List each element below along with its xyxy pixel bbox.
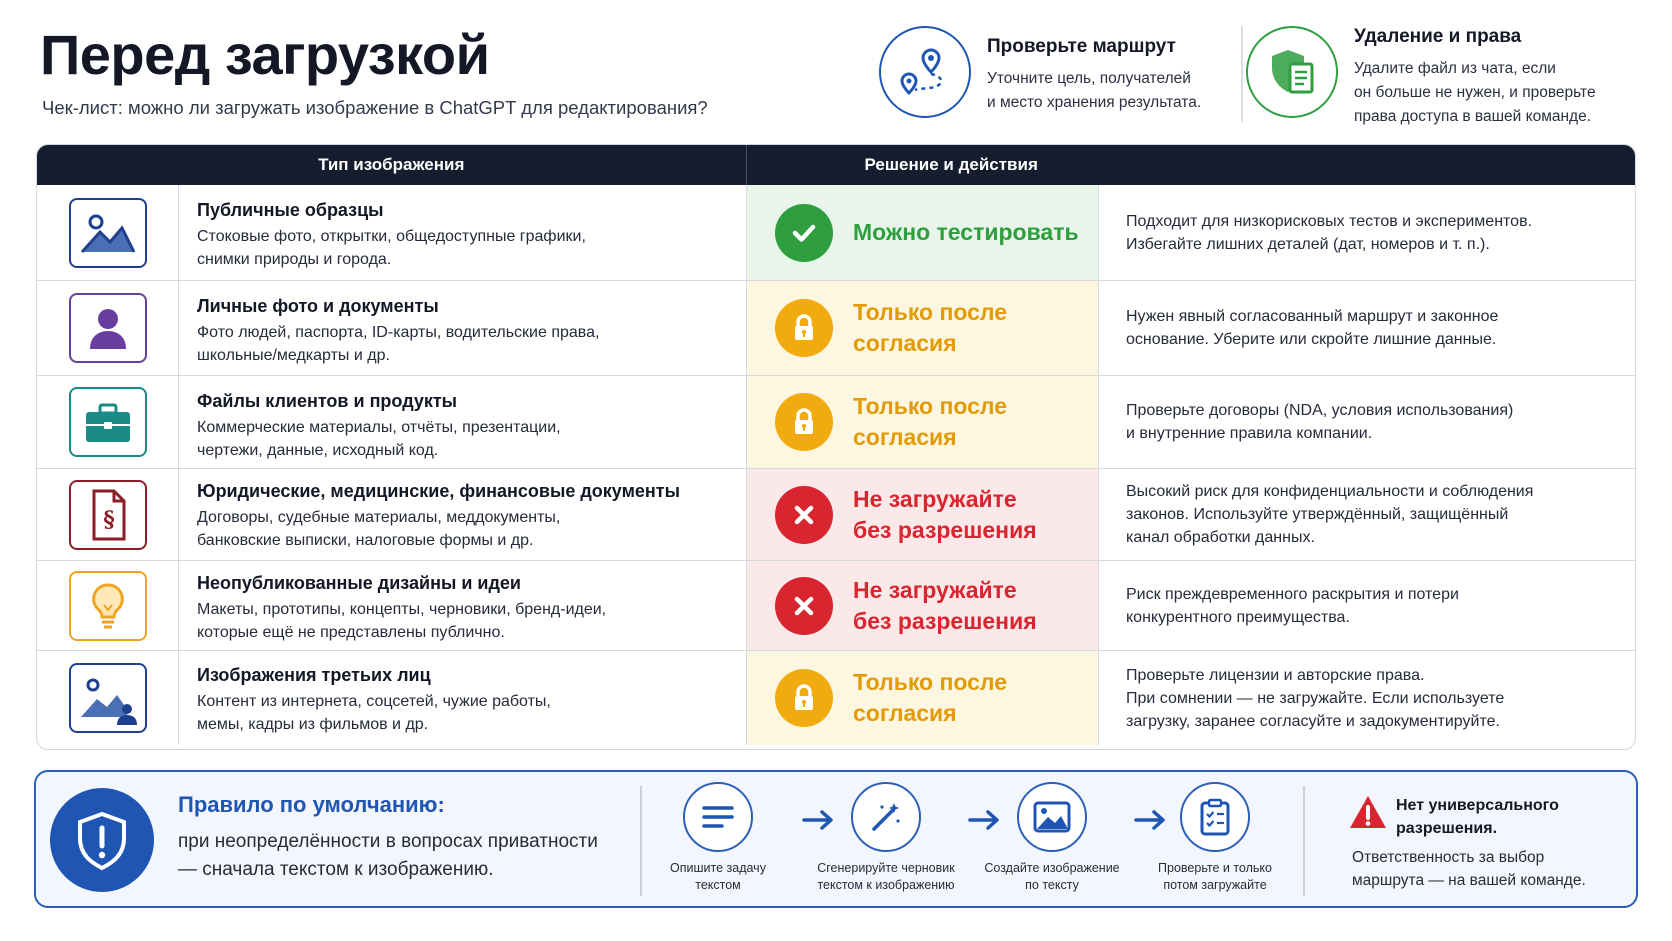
table-row <box>37 650 1635 745</box>
action-text: Проверьте лицензии и авторские права. При сомнении — не загружайте. Если используете загрузку, заранее согласуйте и задокументируйте. <box>1126 666 1505 730</box>
warning-text: Ответственность за выбор маршрута — на вашей команде. <box>1352 849 1586 889</box>
row-title: Изображения третьих лиц <box>197 665 431 685</box>
decision-label: Только после согласия <box>853 669 1008 726</box>
row-title: Личные фото и документы <box>197 296 439 316</box>
warning-triangle-icon <box>1348 794 1388 830</box>
info-text: Удалите файл из чата, если он больше не нужен, и проверьте права доступа в вашей команде. <box>1354 60 1596 125</box>
step-generate-draft <box>806 782 966 894</box>
lock-icon <box>775 299 833 357</box>
step-label: Сгенерируйте черновик текстом к изображению <box>817 861 955 892</box>
lightbulb-icon <box>69 571 147 641</box>
decision-label: Только после согласия <box>853 393 1008 450</box>
table-row <box>37 185 1635 280</box>
decision-cell <box>747 281 1099 375</box>
image-person-icon <box>69 663 147 733</box>
clipboard-check-icon <box>1180 782 1250 852</box>
decision-cell <box>747 469 1099 560</box>
action-text: Подходит для низкорисковых тестов и экспериментов. Избегайте лишних деталей (дат, номеров и т. п.). <box>1126 212 1533 253</box>
decision-label: Не загружайте без разрешения <box>853 485 1037 543</box>
column-header-type: Тип изображения <box>37 145 747 185</box>
decision-cell <box>747 376 1099 468</box>
table-header <box>37 145 1635 185</box>
shield-warning-icon <box>50 788 154 892</box>
divider <box>1241 26 1243 122</box>
lock-icon <box>775 393 833 451</box>
step-describe <box>638 782 798 894</box>
table-row <box>37 560 1635 650</box>
text-lines-icon <box>683 782 753 852</box>
row-description: Стоковые фото, открытки, общедоступные графики, снимки природы и города. <box>197 228 586 268</box>
page-title: Перед загрузкой <box>40 23 490 86</box>
action-text: Высокий риск для конфиденциальности и соблюдения законов. Используйте утверждённый, защищённый канал обработки данных. <box>1126 483 1534 546</box>
divider <box>1303 786 1305 896</box>
info-box-deletion <box>1246 26 1596 129</box>
default-rule-panel <box>34 770 1638 908</box>
step-label: Создайте изображение по тексту <box>984 861 1120 892</box>
row-title: Неопубликованные дизайны и идеи <box>197 573 521 593</box>
lock-icon <box>775 669 833 727</box>
shield-document-icon <box>1246 26 1338 118</box>
warning-title: Нет универсального разрешения. <box>1396 797 1559 837</box>
person-icon <box>69 293 147 363</box>
row-title: Юридические, медицинские, финансовые документы <box>197 481 680 501</box>
table-row <box>37 375 1635 468</box>
info-title: Проверьте маршрут <box>987 36 1176 57</box>
row-description: Контент из интернета, соцсетей, чужие работы, мемы, кадры из фильмов и др. <box>197 693 551 733</box>
column-header-decision: Решение и действия <box>864 155 1038 174</box>
info-box-route <box>879 26 1201 118</box>
row-description: Коммерческие материалы, отчёты, презентации, чертежи, данные, исходный код. <box>197 419 561 459</box>
image-icon <box>69 198 147 268</box>
decision-cell <box>747 561 1099 650</box>
svg-text:§: § <box>102 506 115 533</box>
info-text: Уточните цель, получателей и место хранения результата. <box>987 70 1202 111</box>
action-text: Риск преждевременного раскрытия и потери конкурентного преимущества. <box>1126 585 1459 626</box>
legal-document-icon <box>69 480 147 550</box>
table-row <box>37 468 1635 560</box>
checklist-table <box>36 144 1636 750</box>
decision-label: Можно тестировать <box>853 219 1079 245</box>
decision-label: Только после согласия <box>853 299 1008 356</box>
briefcase-icon <box>69 387 147 457</box>
step-check-upload <box>1135 782 1295 894</box>
row-title: Файлы клиентов и продукты <box>197 391 458 411</box>
route-icon <box>879 26 971 118</box>
row-description: Фото людей, паспорта, ID-карты, водительские права, школьные/медкарты и др. <box>197 324 600 364</box>
magic-wand-icon <box>851 782 921 852</box>
rule-text: при неопределённости в вопросах приватности — сначала текстом к изображению. <box>178 831 598 880</box>
row-description: Договоры, судебные материалы, меддокументы, банковские выписки, налоговые формы и др. <box>197 509 561 549</box>
row-title: Публичные образцы <box>197 200 384 220</box>
image-icon <box>1017 782 1087 852</box>
step-label: Опишите задачу текстом <box>670 861 766 892</box>
cross-icon <box>775 577 833 635</box>
action-text: Нужен явный согласованный маршрут и законное основание. Уберите или скройте лишние данные. <box>1126 308 1499 348</box>
step-create-image <box>972 782 1132 894</box>
rule-title: Правило по умолчанию: <box>178 792 445 817</box>
check-icon <box>775 204 833 262</box>
decision-cell <box>747 185 1099 280</box>
row-description: Макеты, прототипы, концепты, черновики, бренд-идеи, которые ещё не представлены публично. <box>197 601 607 641</box>
step-label: Проверьте и только потом загружайте <box>1158 861 1272 892</box>
decision-label: Не загружайте без разрешения <box>853 576 1037 634</box>
info-title: Удаление и права <box>1354 26 1522 47</box>
cross-icon <box>775 486 833 544</box>
page-subtitle: Чек-лист: можно ли загружать изображение в ChatGPT для редактирования? <box>42 97 708 118</box>
table-row <box>37 280 1635 375</box>
action-text: Проверьте договоры (NDA, условия использования) и внутренние правила компании. <box>1126 402 1514 442</box>
decision-cell <box>747 651 1099 745</box>
